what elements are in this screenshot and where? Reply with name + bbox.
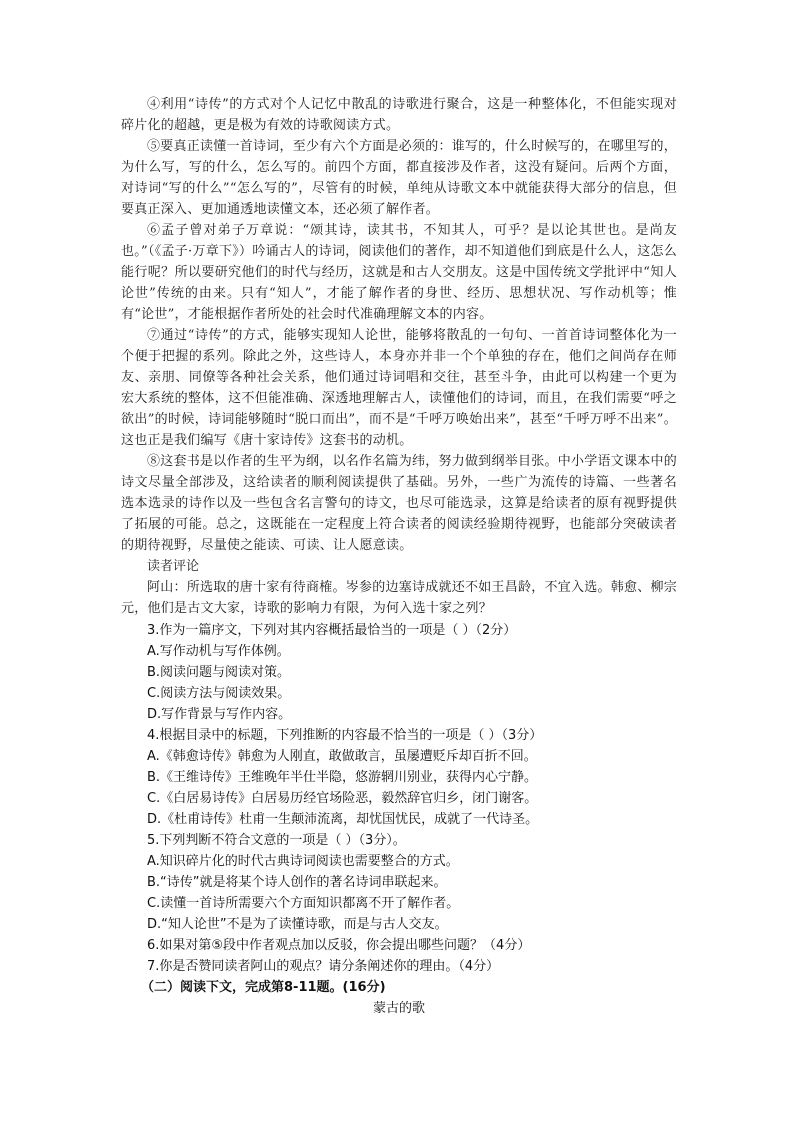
page-content xyxy=(121,94,677,1019)
option-d: D.写作背景与写作内容。 xyxy=(147,707,292,722)
option-c: C.《白居易诗传》白居易历经官场险恶，毅然辞官归乡，闭门谢客。 xyxy=(147,791,538,806)
option-b: B.《王维诗传》王维晚年半仕半隐，悠游辋川别业，获得内心宁静。 xyxy=(147,770,538,785)
reader-comment-heading: 读者评论 xyxy=(147,559,200,574)
reader-comment xyxy=(121,556,677,619)
option-b: B.“诗传”就是将某个诗人创作的著名诗词串联起来。 xyxy=(147,875,447,890)
option-b: B.阅读问题与阅读对策。 xyxy=(147,665,291,680)
question-5 xyxy=(121,830,677,935)
article-title: 蒙古的歌 xyxy=(372,1001,425,1016)
option-d: D.“知人论世”不是为了读懂诗歌，而是与古人交友。 xyxy=(147,917,448,932)
reader-comment-text: 阿山：所选取的唐十家有待商榷。岑参的边塞诗成就还不如王昌龄，不宜入选。韩愈、柳宗元，他们是古文大家，诗歌的影响力有限，为何入选十家之列？ xyxy=(121,580,678,616)
option-a: A.写作动机与写作体例。 xyxy=(147,644,290,659)
question-6 xyxy=(121,935,677,956)
section-heading: （二）阅读下文，完成第8-11题。(16分) xyxy=(141,980,386,995)
question-stem: 3.作为一篇序文，下列对其内容概括最恰当的一项是（ ）（2分） xyxy=(147,623,517,638)
option-a: A.知识碎片化的时代古典诗词阅读也需要整合的方式。 xyxy=(147,854,459,869)
question-stem: 6.如果对第⑤段中作者观点加以反驳，你会提出哪些问题？（4分） xyxy=(147,938,531,953)
question-3 xyxy=(121,620,677,725)
paragraph-4: ④利用“诗传”的方式对个人记忆中散乱的诗歌进行聚合，这是一种整体化，不但能实现对碎片化的超越，更是极为有效的诗歌阅读方式。 xyxy=(121,97,677,133)
question-stem: 4.根据目录中的标题，下列推断的内容最不恰当的一项是（ ）（3分） xyxy=(147,728,543,743)
option-d: D.《杜甫诗传》杜甫一生颠沛流离，却忧国忧民，成就了一代诗圣。 xyxy=(147,812,539,827)
option-c: C.阅读方法与阅读效果。 xyxy=(147,686,291,701)
paragraph-8: ⑧这套书是以作者的生平为纲，以名作名篇为纬，努力做到纲举目张。中小学语文课本中的诗文尽量全部涉及，这给读者的顺利阅读提供了基础。另外，一些广为流传的诗篇、一些著名选本选录的诗作以及一些包含名言警句的诗文，也尽可能选录，这算是给读者的原有视野提供了拓展的可能。总之，这既能在一定程度上符合读者的阅读经验期待视野，也能部分突破读者的期待视野，尽量使之能读、可读、让人愿意读。 xyxy=(121,454,678,553)
paragraph-6: ⑥孟子曾对弟子万章说：“颂其诗，读其书，不知其人，可乎？是以论其世也。是尚友也。”（《孟子·万章下》）吟诵古人的诗词，阅读他们的著作，却不知道他们到底是什么人，这怎么能行呢？所以要研究他们的时代与经历，这就是和古人交朋友。这是中国传统文学批评中“知人论世”传统的由来。只有“知人”，才能了解作者的身世、经历、思想状况、写作动机等；惟有“论世”，才能根据作者所处的社会时代准确理解文本的内容。 xyxy=(121,223,677,322)
paragraph-7: ⑦通过“诗传”的方式，能够实现知人论世，能够将散乱的一句句、一首首诗词整体化为一个便于把握的系列。除此之外，这些诗人，本身亦并非一个个单独的存在，他们之间尚存在师友、亲朋、同僚等各种社会关系，他们通过诗词唱和交往，甚至斗争，由此可以构建一个更为宏大系统的整体，这不但能准确、深透地理解古人，读懂他们的诗词，而且，在我们需要“呼之欲出”的时候，诗词能够随时“脱口而出”，而不是“千呼万唤始出来”，甚至“千呼万呼不出来”。这也正是我们编写《唐十家诗传》这套书的动机。 xyxy=(121,328,677,448)
option-c: C.读懂一首诗所需要六个方面知识都离不开了解作者。 xyxy=(147,896,460,911)
paragraph-5: ⑤要真正读懂一首诗词，至少有六个方面是必须的：谁写的，什么时候写的，在哪里写的，为什么写，写的什么，怎么写的。前四个方面，都直接涉及作者，这没有疑问。后两个方面，对诗词“写的什么”“怎么写的”，尽管有的时候，单纯从诗歌文本中就能获得大部分的信息，但要真正深入、更加通透地读懂文本，还必须了解作者。 xyxy=(121,139,678,217)
question-stem: 5.下列判断不符合文意的一项是（ ）（3分）。 xyxy=(147,833,406,848)
question-stem: 7.你是否赞同读者阿山的观点？请分条阐述你的理由。（4分） xyxy=(147,959,500,974)
question-7 xyxy=(121,956,677,977)
option-a: A.《韩愈诗传》韩愈为人刚直，敢做敢言，虽屡遭贬斥却百折不回。 xyxy=(147,749,537,764)
question-4 xyxy=(121,725,677,830)
